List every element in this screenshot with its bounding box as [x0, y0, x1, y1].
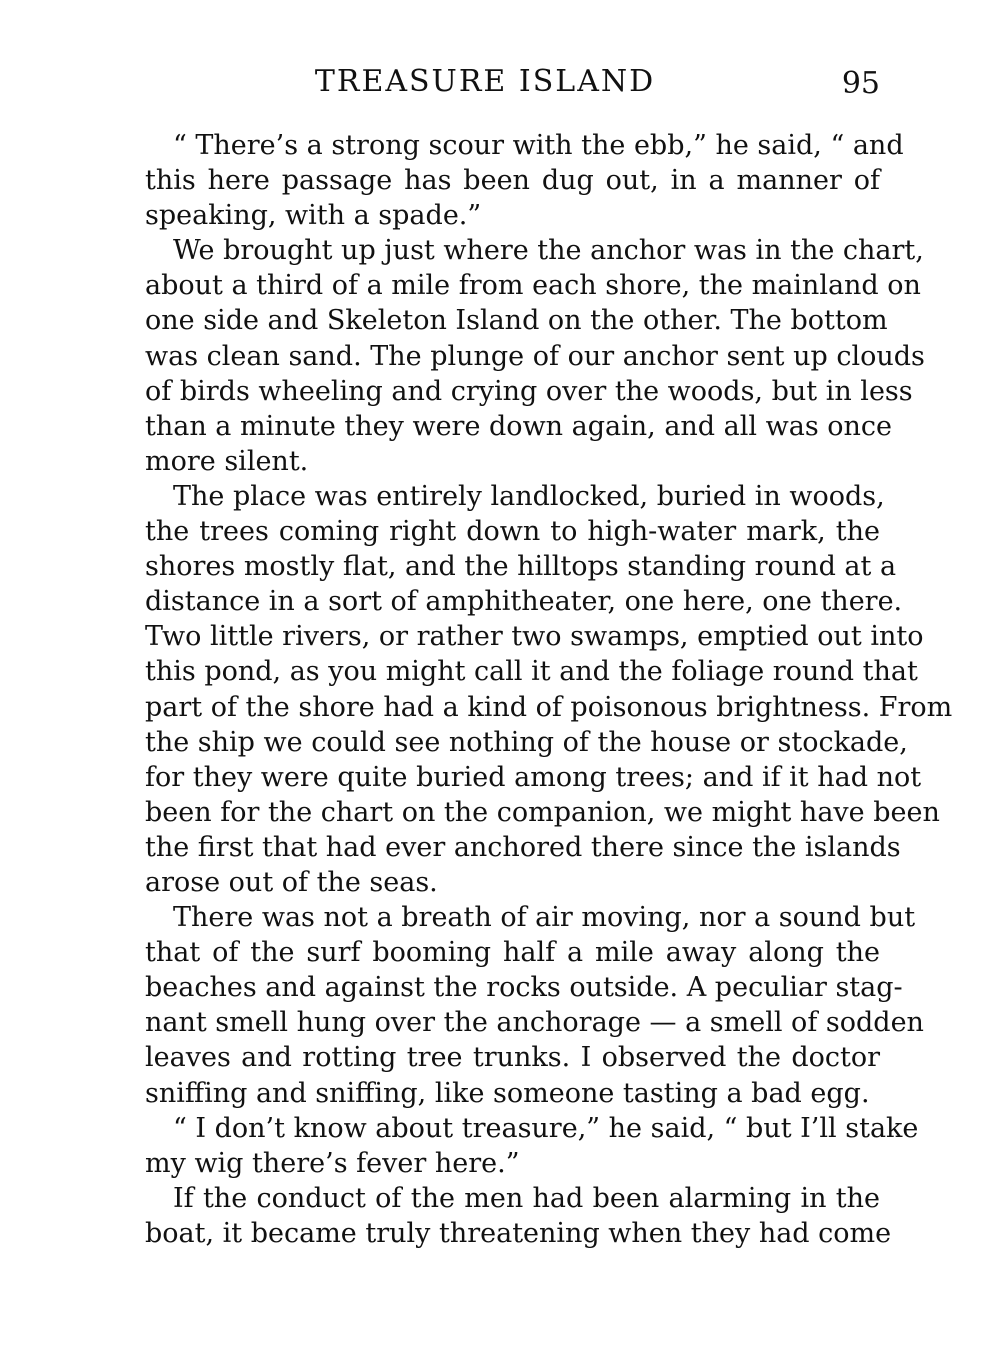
text-line: this pond, as you might call it and the foliage round that: [145, 656, 918, 688]
running-title: TREASURE ISLAND: [314, 64, 656, 99]
text-line: distance in a sort of amphitheater, one here, one there.: [145, 586, 903, 618]
text-line: We brought up just where the anchor was in the chart,: [173, 235, 924, 267]
paragraph: [145, 1181, 892, 1251]
text-line: my wig there’s fever here.”: [145, 1147, 520, 1179]
text-line: more silent.: [145, 445, 309, 477]
text-line: “ I don’t know about treasure,” he said, “ but I’ll stake: [173, 1112, 919, 1144]
paragraph: [145, 479, 953, 900]
text-line: this here passage has been dug out, in a manner of: [145, 165, 880, 197]
paragraph: [145, 1111, 919, 1181]
paragraph: [145, 128, 904, 233]
text-line: The place was entirely landlocked, buried in woods,: [173, 480, 885, 512]
text-line: the ship we could see nothing of the house or stockade,: [145, 726, 908, 758]
paragraph: [145, 900, 924, 1111]
text-line: boat, it became truly threatening when they had come: [145, 1217, 892, 1249]
text-line: the first that had ever anchored there since the islands: [145, 831, 901, 863]
body-text: [145, 128, 953, 1251]
text-line: There was not a breath of air moving, nor a sound but: [173, 902, 916, 934]
text-line: leaves and rotting tree trunks. I observed the doctor: [145, 1042, 880, 1074]
text-line: one side and Skeleton Island on the other. The bottom: [145, 305, 888, 337]
text-line: for they were quite buried among trees; and if it had not: [145, 761, 922, 793]
paragraph: [145, 233, 925, 479]
text-line: of birds wheeling and crying over the woods, but in less: [145, 375, 913, 407]
text-line: “ There’s a strong scour with the ebb,” he said, “ and: [173, 130, 904, 161]
text-line: was clean sand. The plunge of our anchor sent up clouds: [145, 340, 925, 372]
text-line: beaches and against the rocks outside. A peculiar stag-: [145, 972, 903, 1004]
text-line: arose out of the seas.: [145, 866, 438, 898]
text-line: that of the surf booming half a mile away along the: [145, 937, 880, 969]
text-line: nant smell hung over the anchorage — a smell of sodden: [145, 1007, 924, 1039]
page-header: [145, 62, 880, 102]
text-line: the trees coming right down to high-water mark, the: [145, 516, 880, 548]
text-line: part of the shore had a kind of poisonous brightness. From: [145, 691, 953, 723]
text-line: Two little rivers, or rather two swamps, emptied out into: [145, 621, 924, 653]
text-line: speaking, with a spade.”: [145, 200, 482, 232]
text-line: sniffing and sniffing, like someone tasting a bad egg.: [145, 1077, 870, 1109]
text-line: been for the chart on the companion, we might have been: [145, 796, 940, 828]
text-line: If the conduct of the men had been alarming in the: [173, 1182, 880, 1214]
text-line: shores mostly flat, and the hilltops standing round at a: [145, 551, 897, 583]
text-line: than a minute they were down again, and all was once: [145, 410, 893, 442]
page-number: 95: [841, 66, 880, 101]
text-line: about a third of a mile from each shore, the mainland on: [145, 270, 921, 302]
